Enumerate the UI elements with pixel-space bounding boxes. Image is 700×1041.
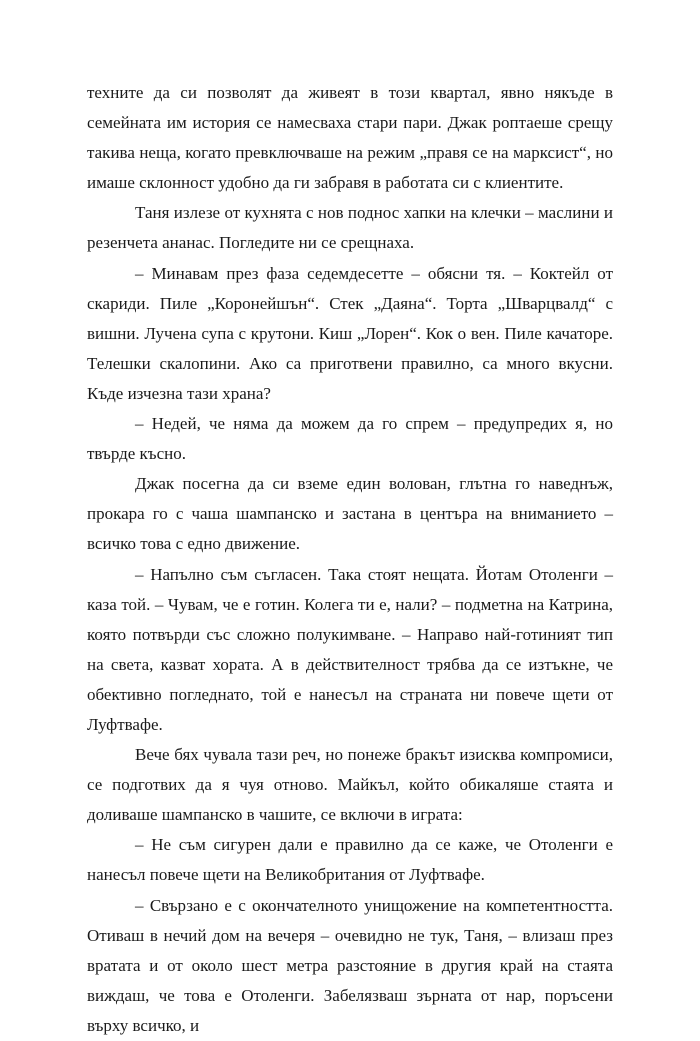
paragraph: – Напълно съм съгласен. Така стоят нещата. Йотам Отоленги – каза той. – Чувам, че е готин. Колега ти е, нали? – подметна на Катрина, която потвърди със сложно полукимване. – Направо най-готиният тип на света, казват хората. А в действителност трябва да се изтъкне, че обективно погледнато, той е нанесъл на страната ни повече щети от Луфтвафе. xyxy=(87,564,613,734)
paragraph: – Не съм сигурен дали е правилно да се каже, че Отоленги е нанесъл повече щети на Великобритания от Луфтвафе. xyxy=(87,835,613,885)
paragraph: Джак посегна да си вземе един волован, глътна го наведнъж, прокара го с чаша шампанско и застана в центъра на вниманието – всичко това с едно движение. xyxy=(87,474,613,554)
page-body-text xyxy=(87,78,613,1041)
paragraph: Вече бях чувала тази реч, но понеже бракът изисква компромиси, се подготвих да я чуя отново. Майкъл, който обикаляше стаята и доливаше шампанско в чашите, се включи в играта: xyxy=(87,745,613,825)
paragraph-continuation: техните да си позволят да живеят в този квартал, явно някъде в семейната им история се намесваха стари пари. Джак роптаеше срещу такива неща, когато превключваше на режим „правя се на марксист“, но имаше склонност удобно да ги забравя в работата си с клиентите. xyxy=(87,83,613,193)
paragraph: – Свързано е с окончателното унищожение на компетентността. Отиваш в нечий дом на вечеря – очевидно не тук, Таня, – влизаш през вратата и от около шест метра разстояние в другия край на стаята виждаш, че това е Отоленги. Забелязваш зърната от нар, поръсени върху всичко, и xyxy=(87,895,613,1035)
paragraph: – Недей, че няма да можем да го спрем – предупредих я, но твърде късно. xyxy=(87,414,613,464)
paragraph: – Минавам през фаза седемдесетте – обясни тя. – Коктейл от скариди. Пиле „Коронейшън“. Стек „Даяна“. Торта „Шварцвалд“ с вишни. Лучена супа с крутони. Киш „Лорен“. Кок о вен. Пиле качаторе. Телешки скалопини. Ако са приготвени правилно, са много вкусни. Къде изчезна тази храна? xyxy=(87,263,613,403)
paragraph: Таня излезе от кухнята с нов поднос хапки на клечки – маслини и резенчета ананас. Погледите ни се срещнаха. xyxy=(87,203,613,253)
